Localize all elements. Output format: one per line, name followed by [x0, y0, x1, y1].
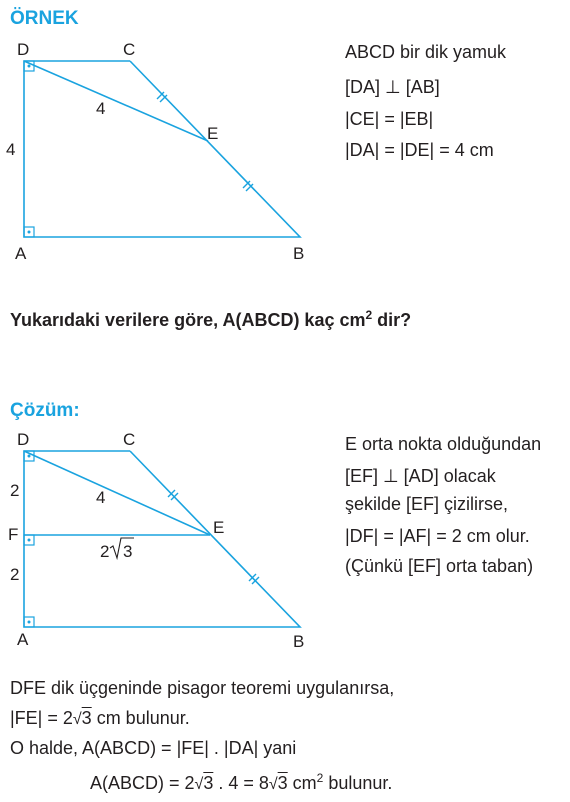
label-de-length: 4: [96, 99, 106, 118]
label-b-solution: B: [293, 632, 305, 651]
label-a-solution: A: [17, 630, 29, 649]
solution-figure: [8, 430, 304, 651]
given-line-2: [DA] ⊥ [AB]: [345, 77, 440, 97]
tick-ce: [157, 92, 167, 102]
trapezoid-abcd-solution: [24, 451, 300, 627]
segment-de: [24, 61, 208, 141]
label-de-length-solution: 4: [96, 488, 106, 507]
given-line-4: |DA| = |DE| = 4 cm: [345, 140, 494, 160]
solution-heading: Çözüm:: [10, 400, 80, 421]
label-d-solution: D: [17, 430, 30, 449]
example-figure: [6, 40, 304, 263]
step-line-1: DFE dik üçgeninde pisagor teoremi uygulanırsa,: [10, 678, 395, 698]
label-fa-length: 2: [10, 565, 20, 584]
step-line-4: A(ABCD) = 2√3 . 4 = 8√3 $cm^2$ bulunur.: [90, 771, 393, 793]
step-line-2: |FE| = 2√3 cm bulunur.: [10, 708, 190, 728]
segment-de-solution: [24, 451, 210, 535]
label-a: A: [15, 244, 27, 263]
label-e-solution: E: [213, 518, 225, 537]
explanation-line-3: şekilde [EF] çizilirse,: [345, 494, 509, 514]
right-angle-dot-d: [28, 65, 31, 68]
right-angle-dot-d-solution: [28, 455, 31, 458]
label-b: B: [293, 244, 305, 263]
svg-text:3: 3: [123, 542, 133, 561]
svg-text:2: 2: [100, 542, 110, 561]
label-c-solution: C: [123, 430, 136, 449]
given-line-1: ABCD bir dik yamuk: [345, 42, 507, 62]
right-angle-dot-a: [28, 231, 31, 234]
explanation-line-4: |DF| = |AF| = 2 cm olur.: [345, 526, 530, 546]
label-c: C: [123, 40, 136, 59]
explanation-line-1: E orta nokta olduğundan: [345, 434, 542, 454]
right-angle-dot-f: [28, 539, 31, 542]
given-line-3: |CE| = |EB|: [345, 109, 434, 129]
tick-eb: [243, 181, 253, 191]
right-angle-dot-a-solution: [28, 621, 31, 624]
explanation-line-2: [EF] ⊥ [AD] olacak: [345, 466, 496, 486]
label-da-length: 4: [6, 140, 16, 159]
label-fe-length: [100, 538, 134, 561]
trapezoid-abcd: [24, 61, 300, 237]
label-e: E: [207, 124, 219, 143]
label-f: F: [8, 525, 19, 544]
label-d: D: [17, 40, 30, 59]
example-heading: ÖRNEK: [10, 8, 79, 29]
step-line-3: O halde, A(ABCD) = |FE| . |DA| yani: [10, 738, 297, 758]
explanation-line-5: (Çünkü [EF] orta taban): [345, 556, 534, 576]
label-df-length: 2: [10, 481, 20, 500]
question: Yukarıdaki verilere göre, A(ABCD) kaç $cm^2$ dir?: [10, 308, 412, 330]
